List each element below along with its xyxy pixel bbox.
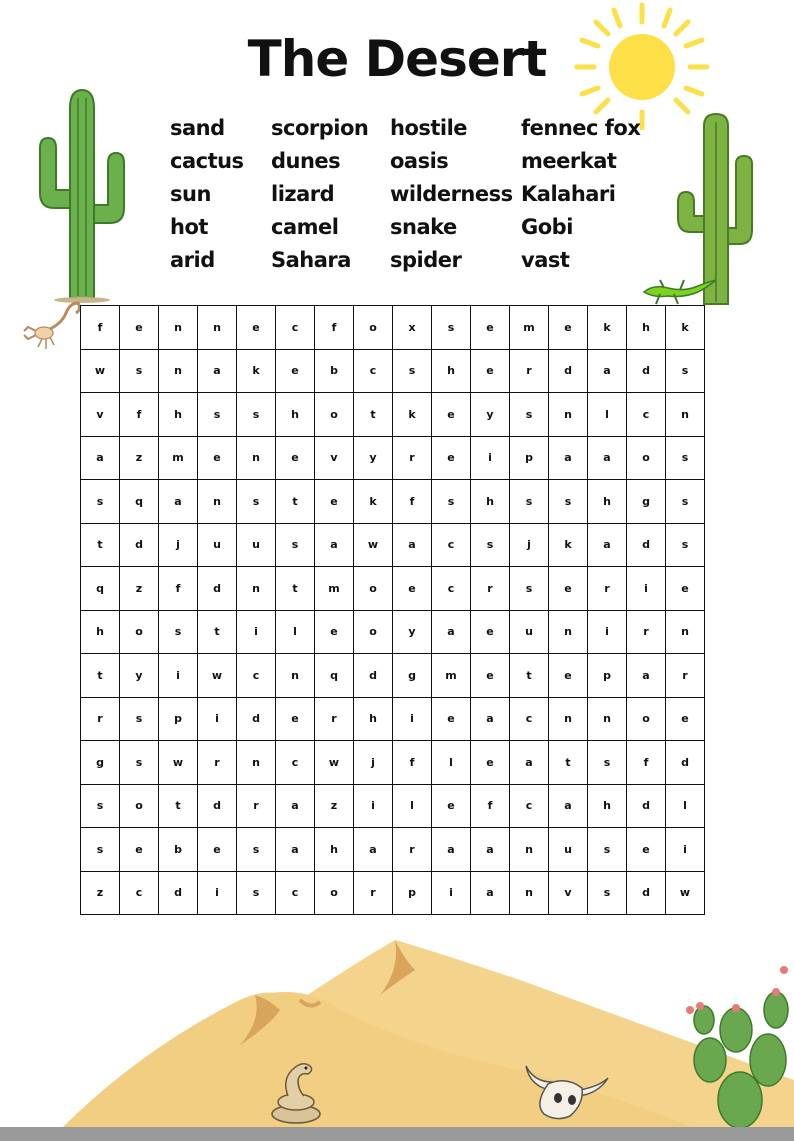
grid-cell[interactable]: q — [315, 654, 354, 698]
grid-cell[interactable]: c — [432, 523, 471, 567]
cow-skull-icon — [520, 1060, 612, 1126]
grid-row — [81, 654, 705, 698]
word-list-item: dunes — [271, 149, 341, 173]
grid-cell[interactable]: r — [627, 610, 666, 654]
grid-cell[interactable]: a — [159, 480, 198, 524]
grid-cell[interactable]: z — [81, 871, 120, 915]
grid-cell[interactable]: y — [471, 393, 510, 437]
grid-cell[interactable]: n — [666, 610, 705, 654]
grid-cell[interactable]: o — [120, 610, 159, 654]
grid-cell[interactable]: i — [588, 610, 627, 654]
grid-cell[interactable]: s — [120, 697, 159, 741]
grid-cell[interactable]: r — [315, 697, 354, 741]
word-list-item: cactus — [170, 149, 244, 173]
grid-cell[interactable]: a — [549, 436, 588, 480]
grid-cell[interactable]: d — [120, 523, 159, 567]
grid-cell[interactable]: s — [237, 828, 276, 872]
word-list-item: sun — [170, 182, 211, 206]
grid-cell[interactable]: a — [276, 828, 315, 872]
grid-row — [81, 784, 705, 828]
grid-cell[interactable]: h — [471, 480, 510, 524]
grid-cell[interactable]: r — [471, 567, 510, 611]
grid-row — [81, 697, 705, 741]
grid-cell[interactable]: c — [276, 871, 315, 915]
word-list-item: meerkat — [521, 149, 617, 173]
word-list-item: Gobi — [521, 215, 573, 239]
grid-cell[interactable]: c — [120, 871, 159, 915]
grid-cell[interactable]: l — [432, 741, 471, 785]
grid-cell[interactable]: c — [276, 741, 315, 785]
grid-row — [81, 871, 705, 915]
grid-cell[interactable]: j — [510, 523, 549, 567]
grid-cell[interactable]: d — [159, 871, 198, 915]
word-list-item: snake — [390, 215, 457, 239]
sand-dunes-illustration — [0, 940, 794, 1130]
grid-row — [81, 523, 705, 567]
grid-cell[interactable]: w — [315, 741, 354, 785]
grid-cell[interactable]: w — [81, 349, 120, 393]
grid-cell[interactable]: u — [549, 828, 588, 872]
grid-cell[interactable]: s — [666, 349, 705, 393]
grid-cell[interactable]: b — [315, 349, 354, 393]
grid-cell[interactable]: o — [315, 393, 354, 437]
grid-cell[interactable]: s — [666, 480, 705, 524]
grid-cell[interactable]: m — [159, 436, 198, 480]
grid-cell[interactable]: m — [315, 567, 354, 611]
scorpion-icon — [22, 295, 84, 355]
grid-cell[interactable]: a — [588, 523, 627, 567]
grid-cell[interactable]: p — [510, 436, 549, 480]
grid-cell[interactable]: q — [81, 567, 120, 611]
grid-cell[interactable]: a — [549, 784, 588, 828]
grid-cell[interactable]: s — [432, 306, 471, 350]
grid-cell[interactable]: n — [588, 697, 627, 741]
grid-cell[interactable]: e — [549, 654, 588, 698]
grid-row — [81, 610, 705, 654]
grid-cell[interactable]: c — [354, 349, 393, 393]
grid-cell[interactable]: a — [471, 828, 510, 872]
grid-cell[interactable]: e — [471, 306, 510, 350]
grid-cell[interactable]: e — [315, 480, 354, 524]
grid-cell[interactable]: d — [627, 871, 666, 915]
grid-cell[interactable]: l — [588, 393, 627, 437]
word-list-column — [271, 112, 368, 277]
grid-cell[interactable]: s — [510, 393, 549, 437]
grid-cell[interactable]: o — [627, 697, 666, 741]
ground-strip — [0, 1127, 794, 1141]
grid-cell[interactable]: t — [198, 610, 237, 654]
grid-cell[interactable]: c — [276, 306, 315, 350]
grid-cell[interactable]: f — [81, 306, 120, 350]
grid-cell[interactable]: e — [432, 436, 471, 480]
grid-row — [81, 436, 705, 480]
grid-cell[interactable]: e — [315, 610, 354, 654]
grid-cell[interactable]: n — [549, 393, 588, 437]
grid-cell[interactable]: a — [432, 828, 471, 872]
grid-cell[interactable]: s — [198, 393, 237, 437]
word-list — [0, 112, 794, 282]
grid-cell[interactable]: e — [120, 828, 159, 872]
grid-cell[interactable]: i — [159, 654, 198, 698]
grid-cell[interactable]: s — [276, 523, 315, 567]
grid-cell[interactable]: y — [120, 654, 159, 698]
grid-cell[interactable]: i — [471, 436, 510, 480]
word-list-item: hot — [170, 215, 208, 239]
grid-cell[interactable]: r — [354, 871, 393, 915]
grid-cell[interactable]: n — [666, 393, 705, 437]
grid-cell[interactable]: e — [432, 784, 471, 828]
grid-cell[interactable]: k — [549, 523, 588, 567]
grid-row — [81, 349, 705, 393]
grid-cell[interactable]: e — [471, 610, 510, 654]
grid-cell[interactable]: a — [315, 523, 354, 567]
grid-cell[interactable]: i — [432, 871, 471, 915]
grid-cell[interactable]: n — [276, 654, 315, 698]
word-list-item: vast — [521, 248, 570, 272]
grid-cell[interactable]: w — [198, 654, 237, 698]
word-list-item: oasis — [390, 149, 449, 173]
word-list-item: wilderness — [390, 182, 513, 206]
grid-cell[interactable]: n — [198, 480, 237, 524]
grid-cell[interactable]: h — [432, 349, 471, 393]
grid-cell[interactable]: f — [471, 784, 510, 828]
grid-row — [81, 393, 705, 437]
grid-cell[interactable]: s — [237, 871, 276, 915]
grid-cell[interactable]: r — [588, 567, 627, 611]
grid-row — [81, 480, 705, 524]
grid-cell[interactable]: a — [627, 654, 666, 698]
grid-cell[interactable]: s — [81, 480, 120, 524]
snake-icon — [268, 1056, 324, 1126]
grid-cell[interactable]: h — [588, 480, 627, 524]
grid-cell[interactable]: g — [627, 480, 666, 524]
grid-cell[interactable]: d — [198, 567, 237, 611]
grid-cell[interactable]: a — [471, 871, 510, 915]
grid-cell[interactable]: f — [627, 741, 666, 785]
grid-cell[interactable]: a — [588, 349, 627, 393]
grid-cell[interactable]: l — [666, 784, 705, 828]
grid-cell[interactable]: t — [510, 654, 549, 698]
grid-cell[interactable]: s — [120, 741, 159, 785]
grid-cell[interactable]: z — [120, 436, 159, 480]
grid-cell[interactable]: e — [276, 697, 315, 741]
grid-cell[interactable]: a — [510, 741, 549, 785]
grid-cell[interactable]: k — [393, 393, 432, 437]
grid-cell[interactable]: v — [81, 393, 120, 437]
grid-cell[interactable]: d — [666, 741, 705, 785]
grid-cell[interactable]: i — [198, 697, 237, 741]
word-list-item: hostile — [390, 116, 468, 140]
grid-cell[interactable]: e — [120, 306, 159, 350]
grid-cell[interactable]: s — [432, 480, 471, 524]
grid-cell[interactable]: s — [588, 741, 627, 785]
grid-cell[interactable]: f — [393, 480, 432, 524]
grid-cell[interactable]: e — [471, 654, 510, 698]
grid-cell[interactable]: e — [666, 697, 705, 741]
word-list-item: fennec fox — [521, 116, 641, 140]
grid-cell[interactable]: d — [627, 349, 666, 393]
grid-cell[interactable]: e — [471, 349, 510, 393]
word-list-column — [390, 112, 513, 277]
grid-cell[interactable]: s — [510, 480, 549, 524]
grid-cell[interactable]: e — [393, 567, 432, 611]
grid-cell[interactable]: e — [198, 436, 237, 480]
grid-cell[interactable]: s — [81, 784, 120, 828]
grid-cell[interactable]: c — [510, 784, 549, 828]
grid-cell[interactable]: n — [510, 828, 549, 872]
grid-cell[interactable]: i — [666, 828, 705, 872]
grid-cell[interactable]: n — [159, 306, 198, 350]
grid-cell[interactable]: t — [354, 393, 393, 437]
grid-row — [81, 567, 705, 611]
grid-cell[interactable]: n — [510, 871, 549, 915]
grid-cell[interactable]: a — [198, 349, 237, 393]
word-list-item: sand — [170, 116, 225, 140]
word-list-item: scorpion — [271, 116, 369, 140]
grid-cell[interactable]: s — [393, 349, 432, 393]
grid-cell[interactable]: r — [393, 436, 432, 480]
grid-cell[interactable]: h — [588, 784, 627, 828]
grid-cell[interactable]: e — [276, 436, 315, 480]
word-list-column — [521, 112, 640, 277]
grid-cell[interactable]: k — [354, 480, 393, 524]
grid-cell[interactable]: c — [432, 567, 471, 611]
grid-cell[interactable]: e — [198, 828, 237, 872]
grid-cell[interactable]: e — [549, 306, 588, 350]
grid-cell[interactable]: a — [432, 610, 471, 654]
grid-cell[interactable]: o — [627, 436, 666, 480]
grid-cell[interactable]: t — [276, 567, 315, 611]
grid-cell[interactable]: s — [237, 480, 276, 524]
grid-cell[interactable]: s — [666, 436, 705, 480]
grid-cell[interactable]: h — [159, 393, 198, 437]
grid-cell[interactable]: n — [159, 349, 198, 393]
grid-cell[interactable]: e — [549, 567, 588, 611]
grid-cell[interactable]: p — [159, 697, 198, 741]
grid-cell[interactable]: i — [627, 567, 666, 611]
grid-cell[interactable]: h — [354, 697, 393, 741]
word-list-item: spider — [390, 248, 462, 272]
grid-cell[interactable]: t — [81, 523, 120, 567]
grid-cell[interactable]: r — [237, 784, 276, 828]
grid-cell[interactable]: j — [354, 741, 393, 785]
word-list-item: lizard — [271, 182, 335, 206]
word-list-column — [170, 112, 244, 277]
word-search-grid — [80, 305, 705, 915]
grid-cell[interactable]: i — [237, 610, 276, 654]
grid-cell[interactable]: c — [510, 697, 549, 741]
grid-cell[interactable]: r — [198, 741, 237, 785]
grid-cell[interactable]: f — [393, 741, 432, 785]
grid-cell[interactable]: e — [237, 306, 276, 350]
grid-cell[interactable]: u — [237, 523, 276, 567]
grid-cell[interactable]: o — [315, 871, 354, 915]
grid-cell[interactable]: j — [159, 523, 198, 567]
grid-cell[interactable]: e — [471, 741, 510, 785]
grid-cell[interactable]: h — [81, 610, 120, 654]
grid-cell[interactable]: d — [198, 784, 237, 828]
grid-cell[interactable]: e — [432, 697, 471, 741]
grid-cell[interactable]: k — [237, 349, 276, 393]
grid-cell[interactable]: o — [354, 567, 393, 611]
prickly-pear-cactus-icon — [680, 960, 794, 1130]
grid-cell[interactable]: v — [549, 871, 588, 915]
grid-cell[interactable]: t — [549, 741, 588, 785]
grid-cell[interactable]: l — [276, 610, 315, 654]
grid-cell[interactable]: v — [315, 436, 354, 480]
grid-cell[interactable]: b — [159, 828, 198, 872]
grid-cell[interactable]: h — [315, 828, 354, 872]
word-list-item: Kalahari — [521, 182, 616, 206]
grid-cell[interactable]: s — [666, 523, 705, 567]
grid-cell[interactable]: s — [588, 828, 627, 872]
grid-cell[interactable]: m — [432, 654, 471, 698]
grid-cell[interactable]: r — [666, 654, 705, 698]
grid-cell[interactable]: k — [666, 306, 705, 350]
grid-cell[interactable]: g — [393, 654, 432, 698]
grid-cell[interactable]: s — [159, 610, 198, 654]
word-list-item: arid — [170, 248, 215, 272]
grid-cell[interactable]: a — [81, 436, 120, 480]
grid-cell[interactable]: t — [81, 654, 120, 698]
grid-cell[interactable]: d — [627, 784, 666, 828]
grid-cell[interactable]: e — [666, 567, 705, 611]
grid-cell[interactable]: e — [276, 349, 315, 393]
grid-cell[interactable]: r — [81, 697, 120, 741]
grid-cell[interactable]: s — [510, 567, 549, 611]
grid-cell[interactable]: y — [354, 436, 393, 480]
grid-cell[interactable]: r — [510, 349, 549, 393]
grid-cell[interactable]: n — [237, 567, 276, 611]
grid-cell[interactable]: d — [549, 349, 588, 393]
grid-cell[interactable]: w — [159, 741, 198, 785]
grid-cell[interactable]: s — [549, 480, 588, 524]
grid-row — [81, 828, 705, 872]
grid-cell[interactable]: d — [627, 523, 666, 567]
grid-cell[interactable]: k — [588, 306, 627, 350]
grid-cell[interactable]: n — [549, 610, 588, 654]
grid-cell[interactable]: w — [354, 523, 393, 567]
grid-cell[interactable]: a — [588, 436, 627, 480]
grid-cell[interactable]: o — [354, 306, 393, 350]
grid-cell[interactable]: s — [81, 828, 120, 872]
grid-cell[interactable]: a — [354, 828, 393, 872]
grid-cell[interactable]: i — [393, 697, 432, 741]
grid-cell[interactable]: n — [237, 436, 276, 480]
grid-cell[interactable]: n — [549, 697, 588, 741]
grid-cell[interactable]: h — [276, 393, 315, 437]
grid-cell[interactable]: e — [432, 393, 471, 437]
grid-cell[interactable]: u — [198, 523, 237, 567]
grid-cell[interactable]: p — [588, 654, 627, 698]
grid-cell[interactable]: h — [627, 306, 666, 350]
grid-cell[interactable]: n — [237, 741, 276, 785]
grid-cell[interactable]: s — [471, 523, 510, 567]
grid-cell[interactable]: i — [198, 871, 237, 915]
grid-cell[interactable]: t — [276, 480, 315, 524]
grid-cell[interactable]: n — [198, 306, 237, 350]
grid-cell[interactable]: f — [120, 393, 159, 437]
word-list-item: Sahara — [271, 248, 351, 272]
grid-cell[interactable]: s — [120, 349, 159, 393]
grid-cell[interactable]: o — [120, 784, 159, 828]
grid-cell[interactable]: q — [120, 480, 159, 524]
grid-cell[interactable]: x — [393, 306, 432, 350]
grid-cell[interactable]: m — [510, 306, 549, 350]
grid-cell[interactable]: c — [627, 393, 666, 437]
grid-cell[interactable]: e — [627, 828, 666, 872]
page-title: The Desert — [247, 30, 547, 88]
grid-cell[interactable]: t — [159, 784, 198, 828]
grid-cell[interactable]: s — [237, 393, 276, 437]
grid-row — [81, 306, 705, 350]
grid-cell[interactable]: d — [354, 654, 393, 698]
grid-row — [81, 741, 705, 785]
grid-cell[interactable]: g — [81, 741, 120, 785]
grid-cell[interactable]: i — [354, 784, 393, 828]
grid-cell[interactable]: f — [159, 567, 198, 611]
word-list-item: camel — [271, 215, 339, 239]
grid-cell[interactable]: f — [315, 306, 354, 350]
grid-cell[interactable]: y — [393, 610, 432, 654]
grid-cell[interactable]: a — [471, 697, 510, 741]
grid-cell[interactable]: a — [276, 784, 315, 828]
grid-cell[interactable]: o — [354, 610, 393, 654]
grid-cell[interactable]: s — [588, 871, 627, 915]
grid-cell[interactable]: z — [315, 784, 354, 828]
grid-cell[interactable]: u — [510, 610, 549, 654]
grid-cell[interactable]: l — [393, 784, 432, 828]
grid-cell[interactable]: z — [120, 567, 159, 611]
grid-cell[interactable]: p — [393, 871, 432, 915]
grid-cell[interactable]: d — [237, 697, 276, 741]
grid-cell[interactable]: r — [393, 828, 432, 872]
grid-cell[interactable]: w — [666, 871, 705, 915]
grid-cell[interactable]: a — [393, 523, 432, 567]
grid-cell[interactable]: c — [237, 654, 276, 698]
